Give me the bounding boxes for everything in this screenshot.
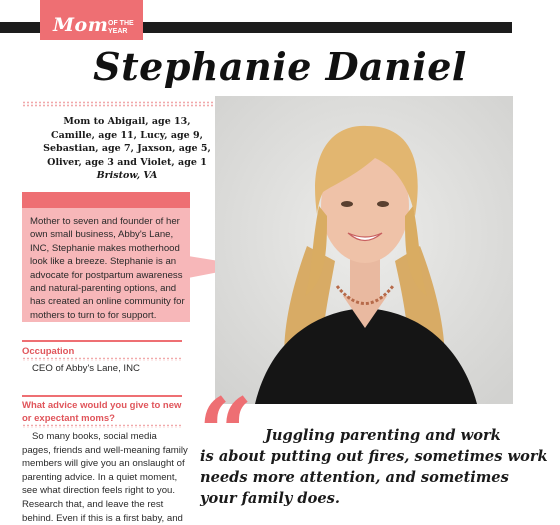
advice-answer: So many books, social media pages, friends and well-meaning family members will give you an onslaught of parenting advice. In a quiet moment, see what direction feels right to you. Research that, and leave the rest behind. Even if this is a first baby, and [22, 431, 188, 524]
kids-line-1: Mom to Abigail, age 13, [63, 116, 191, 127]
mom-of-the-year-badge [40, 0, 143, 40]
portrait-photo [215, 96, 513, 404]
page-title: Stephanie Daniel [93, 44, 467, 89]
badge-of-the: OF THE [108, 20, 134, 27]
location: Bristow, VA [96, 170, 158, 181]
occupation-rule [22, 340, 182, 342]
pull-quote [200, 425, 548, 509]
badge-mom-text: Mom [53, 14, 109, 36]
bio-bubble [22, 208, 190, 322]
advice-question: What advice would you give to new or expectant moms? [22, 400, 182, 424]
occupation-dots [22, 357, 182, 361]
bio-text: Mother to seven and founder of her own small business, Abby's Lane, INC, Stephanie makes motherhood look like a breeze. Stephanie is an advocate for postpartum awareness and natural-parenting options, and has created an online community for mothers to turn to for support. [30, 216, 185, 321]
quote-line-3: needs more attention, and sometimes [200, 469, 509, 486]
quote-mark-icon: “ [198, 377, 254, 490]
kids-line-2: Camille, age 11, Lucy, age 9, [51, 129, 203, 141]
advice-rule [22, 395, 182, 397]
occupation-label: Occupation [22, 346, 75, 357]
portrait-illustration [215, 96, 513, 404]
quote-line-4: your family does. [200, 490, 340, 507]
badge-subtitle [108, 20, 142, 36]
kids-line-3: Sebastian, age 7, Jaxson, age 5, [43, 143, 211, 154]
badge-year: YEAR [108, 28, 128, 35]
quote-line-1: Juggling parenting and work [265, 427, 501, 444]
children-list [22, 115, 232, 183]
occupation-value: CEO of Abby's Lane, INC [32, 363, 140, 374]
advice-dots [22, 424, 182, 428]
quote-line-2: is about putting out fires, sometimes work [200, 448, 548, 465]
kids-line-4: Oliver, age 3 and Violet, age 1 [47, 156, 207, 168]
bio-bubble-header [22, 192, 190, 208]
